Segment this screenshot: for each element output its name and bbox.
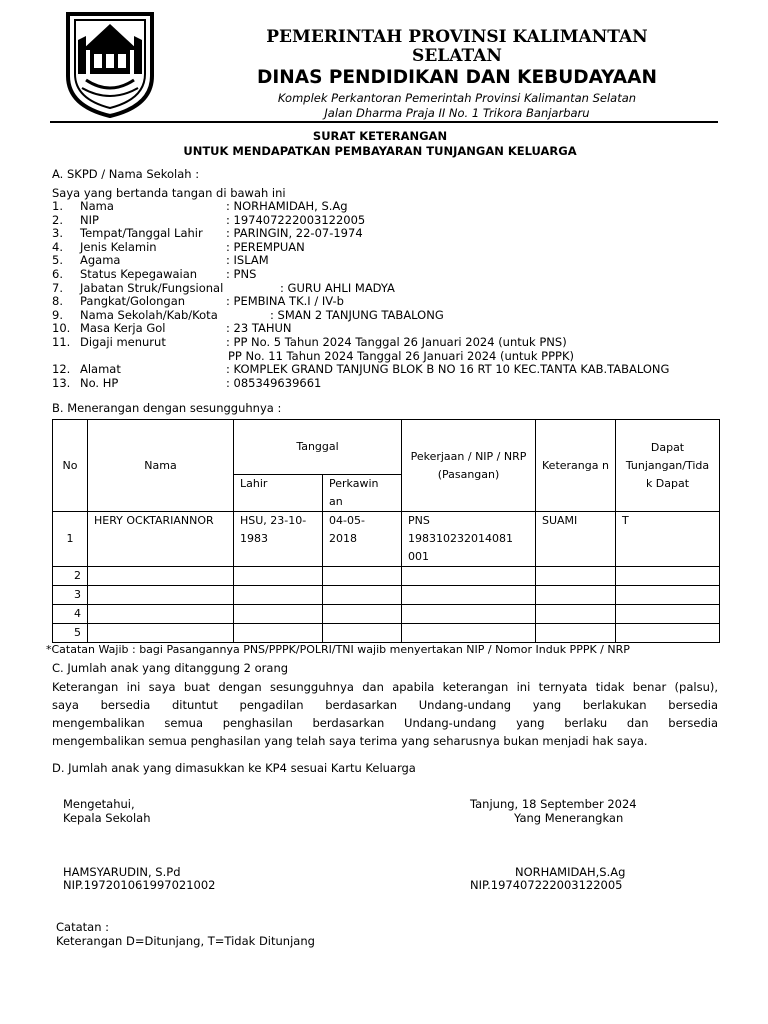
cell-lahir (234, 586, 323, 605)
cell-perkawinan (323, 605, 402, 624)
field-number: 10. (52, 321, 71, 336)
cell-dapat (616, 586, 720, 605)
document-subtitle: UNTUK MENDAPATKAN PEMBAYARAN TUNJANGAN KELUARGA (183, 144, 577, 158)
table-row (53, 605, 720, 624)
footer-note-text: Keterangan D=Ditunjang, T=Tidak Ditunjang (56, 934, 315, 948)
field-value: PP No. 11 Tahun 2024 Tanggal 26 Januari 2024 (untuk PPPK) (228, 348, 574, 363)
sign-left-line1: Mengetahui, (63, 797, 135, 811)
cell-nama: HERY OCKTARIANNOR (88, 512, 234, 567)
document-title: SURAT KETERANGAN (312, 129, 448, 143)
statement-line: mengembalikan semua penghasilan yang telah saya terima yang seharusnya bukan menjadi hak saya. (52, 734, 648, 748)
field-value: : ISLAM (226, 253, 269, 268)
statement-paragraph (52, 678, 718, 750)
field-number: 6. (52, 267, 63, 281)
sign-right-line2: Yang Menerangkan (514, 811, 624, 825)
cell-perkawinan (323, 567, 402, 586)
sign-right-line1: Tanjung, 18 September 2024 (470, 797, 637, 811)
field-value: : 085349639661 (226, 375, 322, 390)
mandatory-note: *Catatan Wajib : bagi Pasangannya PNS/PPPK/POLRI/TNI wajib menyertakan NIP / Nomor Induk PPPK / NRP (46, 643, 630, 656)
cell-dapat (616, 605, 720, 624)
field-number: 11. (52, 335, 71, 349)
letterhead-divider (50, 121, 718, 123)
header-dapat: Dapat Tunjangan/Tida k Dapat (616, 420, 720, 512)
cell-pekerjaan (402, 586, 536, 605)
cell-pekerjaan: PNS 198310232014081 001 (402, 512, 536, 567)
cell-no: 2 (53, 567, 88, 586)
field-number: 13. (52, 375, 71, 390)
field-label: Jenis Kelamin (80, 239, 157, 254)
cell-pekerjaan (402, 605, 536, 624)
statement-line: saya bersedia dituntut pengadilan berdasarkan Undang-undang yang berlakukan bersedia (52, 698, 718, 712)
field-number: 5. (52, 253, 63, 268)
cell-lahir: HSU, 23-10-1983 (234, 512, 323, 567)
field-value: : PP No. 5 Tahun 2024 Tanggal 26 Januari 2024 (untuk PNS) (226, 335, 567, 349)
field-label: Tempat/Tanggal Lahir (80, 226, 203, 241)
field-label: Pangkat/Golongan (80, 294, 186, 309)
cell-perkawinan: 04-05- 2018 (323, 512, 402, 567)
field-value: : GURU AHLI MADYA (280, 280, 395, 295)
cell-no: 1 (53, 512, 88, 567)
header-tanggal: Tanggal (234, 420, 402, 475)
field-label: Alamat (80, 362, 121, 377)
section-a-heading: A. SKPD / Nama Sekolah : (52, 167, 200, 181)
cell-keterangan (536, 567, 616, 586)
field-label: No. HP (80, 375, 119, 390)
cell-pekerjaan (402, 624, 536, 643)
field-value: : 197407222003122005 (226, 212, 366, 227)
cell-keterangan (536, 605, 616, 624)
field-number: 12. (52, 362, 71, 377)
section-b-heading: B. Menerangan dengan sesungguhnya : (52, 401, 282, 415)
field-value: : PEMBINA TK.I / IV-b (226, 294, 344, 309)
header-province: SELATAN (412, 46, 502, 66)
field-value: : 23 TAHUN (226, 321, 292, 336)
header-address-2: Jalan Dharma Praja II No. 1 Trikora Banjarbaru (324, 106, 590, 120)
principal-name: HAMSYARUDIN, S.Pd (63, 865, 181, 879)
field-number: 4. (52, 239, 63, 254)
field-label: Digaji menurut (80, 335, 166, 349)
header-government: PEMERINTAH PROVINSI KALIMANTAN (266, 27, 648, 47)
header-pekerjaan: Pekerjaan / NIP / NRP (Pasangan) (402, 420, 536, 512)
province-emblem-logo (64, 10, 156, 118)
declarant-nip: NIP.197407222003122005 (470, 878, 623, 892)
header-nama: Nama (88, 420, 234, 512)
field-value: : SMAN 2 TANJUNG TABALONG (270, 307, 444, 322)
field-label: Nama Sekolah/Kab/Kota (80, 307, 218, 322)
cell-no: 4 (53, 605, 88, 624)
header-keterangan: Keteranga n (536, 420, 616, 512)
field-label: Jabatan Struk/Fungsional (80, 280, 224, 295)
cell-dapat: T (616, 512, 720, 567)
table-header-row (53, 420, 720, 475)
declarant-name: NORHAMIDAH,S.Ag (515, 865, 626, 879)
field-value: : PNS (226, 267, 257, 281)
field-label: Agama (80, 253, 121, 268)
statement-line: mengembalikan semua penghasilan berdasarkan Undang-undang yang berlaku dan bersedia (52, 716, 718, 730)
header-no: No (53, 420, 88, 512)
section-c-heading: C. Jumlah anak yang ditanggung 2 orang (52, 661, 289, 675)
cell-perkawinan (323, 586, 402, 605)
cell-nama (88, 586, 234, 605)
cell-no: 5 (53, 624, 88, 643)
section-d-heading: D. Jumlah anak yang dimasukkan ke KP4 sesuai Kartu Keluarga (52, 761, 416, 775)
footer-note-label: Catatan : (56, 920, 110, 934)
family-table (52, 419, 720, 643)
header-address-1: Komplek Perkantoran Pemerintah Provinsi Kalimantan Selatan (277, 91, 637, 105)
cell-lahir (234, 624, 323, 643)
cell-dapat (616, 567, 720, 586)
cell-nama (88, 605, 234, 624)
cell-dapat (616, 624, 720, 643)
cell-keterangan (536, 624, 616, 643)
cell-nama (88, 567, 234, 586)
cell-keterangan: SUAMI (536, 512, 616, 567)
field-number: 3. (52, 226, 63, 241)
field-number: 7. (52, 280, 63, 295)
cell-keterangan (536, 586, 616, 605)
section-a-intro: Saya yang bertanda tangan di bawah ini (52, 186, 286, 200)
principal-nip: NIP.197201061997021002 (63, 878, 216, 892)
field-value: : KOMPLEK GRAND TANJUNG BLOK B NO 16 RT 10 KEC.TANTA KAB.TABALONG (226, 362, 670, 377)
table-row (53, 624, 720, 643)
cell-nama (88, 624, 234, 643)
header-lahir: Lahir (234, 475, 323, 512)
field-label: Status Kepegawaian (80, 267, 198, 281)
field-value: : PARINGIN, 22-07-1974 (226, 226, 363, 241)
cell-pekerjaan (402, 567, 536, 586)
cell-lahir (234, 605, 323, 624)
table-row (53, 586, 720, 605)
cell-perkawinan (323, 624, 402, 643)
field-number: 9. (52, 307, 63, 322)
header-agency: DINAS PENDIDIKAN DAN KEBUDAYAAN (257, 67, 657, 88)
field-number: 2. (52, 212, 63, 227)
table-body (53, 512, 720, 643)
field-label: Nama (80, 199, 114, 213)
sign-left-line2: Kepala Sekolah (63, 811, 151, 825)
statement-line: Keterangan ini saya buat dengan sesungguhnya dan apabila keterangan ini ternyata tidak benar (palsu), (52, 680, 718, 694)
header-perkawinan: Perkawin an (323, 475, 402, 512)
field-number: 8. (52, 294, 63, 309)
field-number: 1. (52, 199, 63, 213)
cell-no: 3 (53, 586, 88, 605)
cell-lahir (234, 567, 323, 586)
field-value: : NORHAMIDAH, S.Ag (226, 199, 348, 213)
table-row (53, 512, 720, 567)
field-label: Masa Kerja Gol (80, 321, 166, 336)
field-label: NIP (80, 212, 99, 227)
field-value: : PEREMPUAN (226, 239, 305, 254)
table-row (53, 567, 720, 586)
